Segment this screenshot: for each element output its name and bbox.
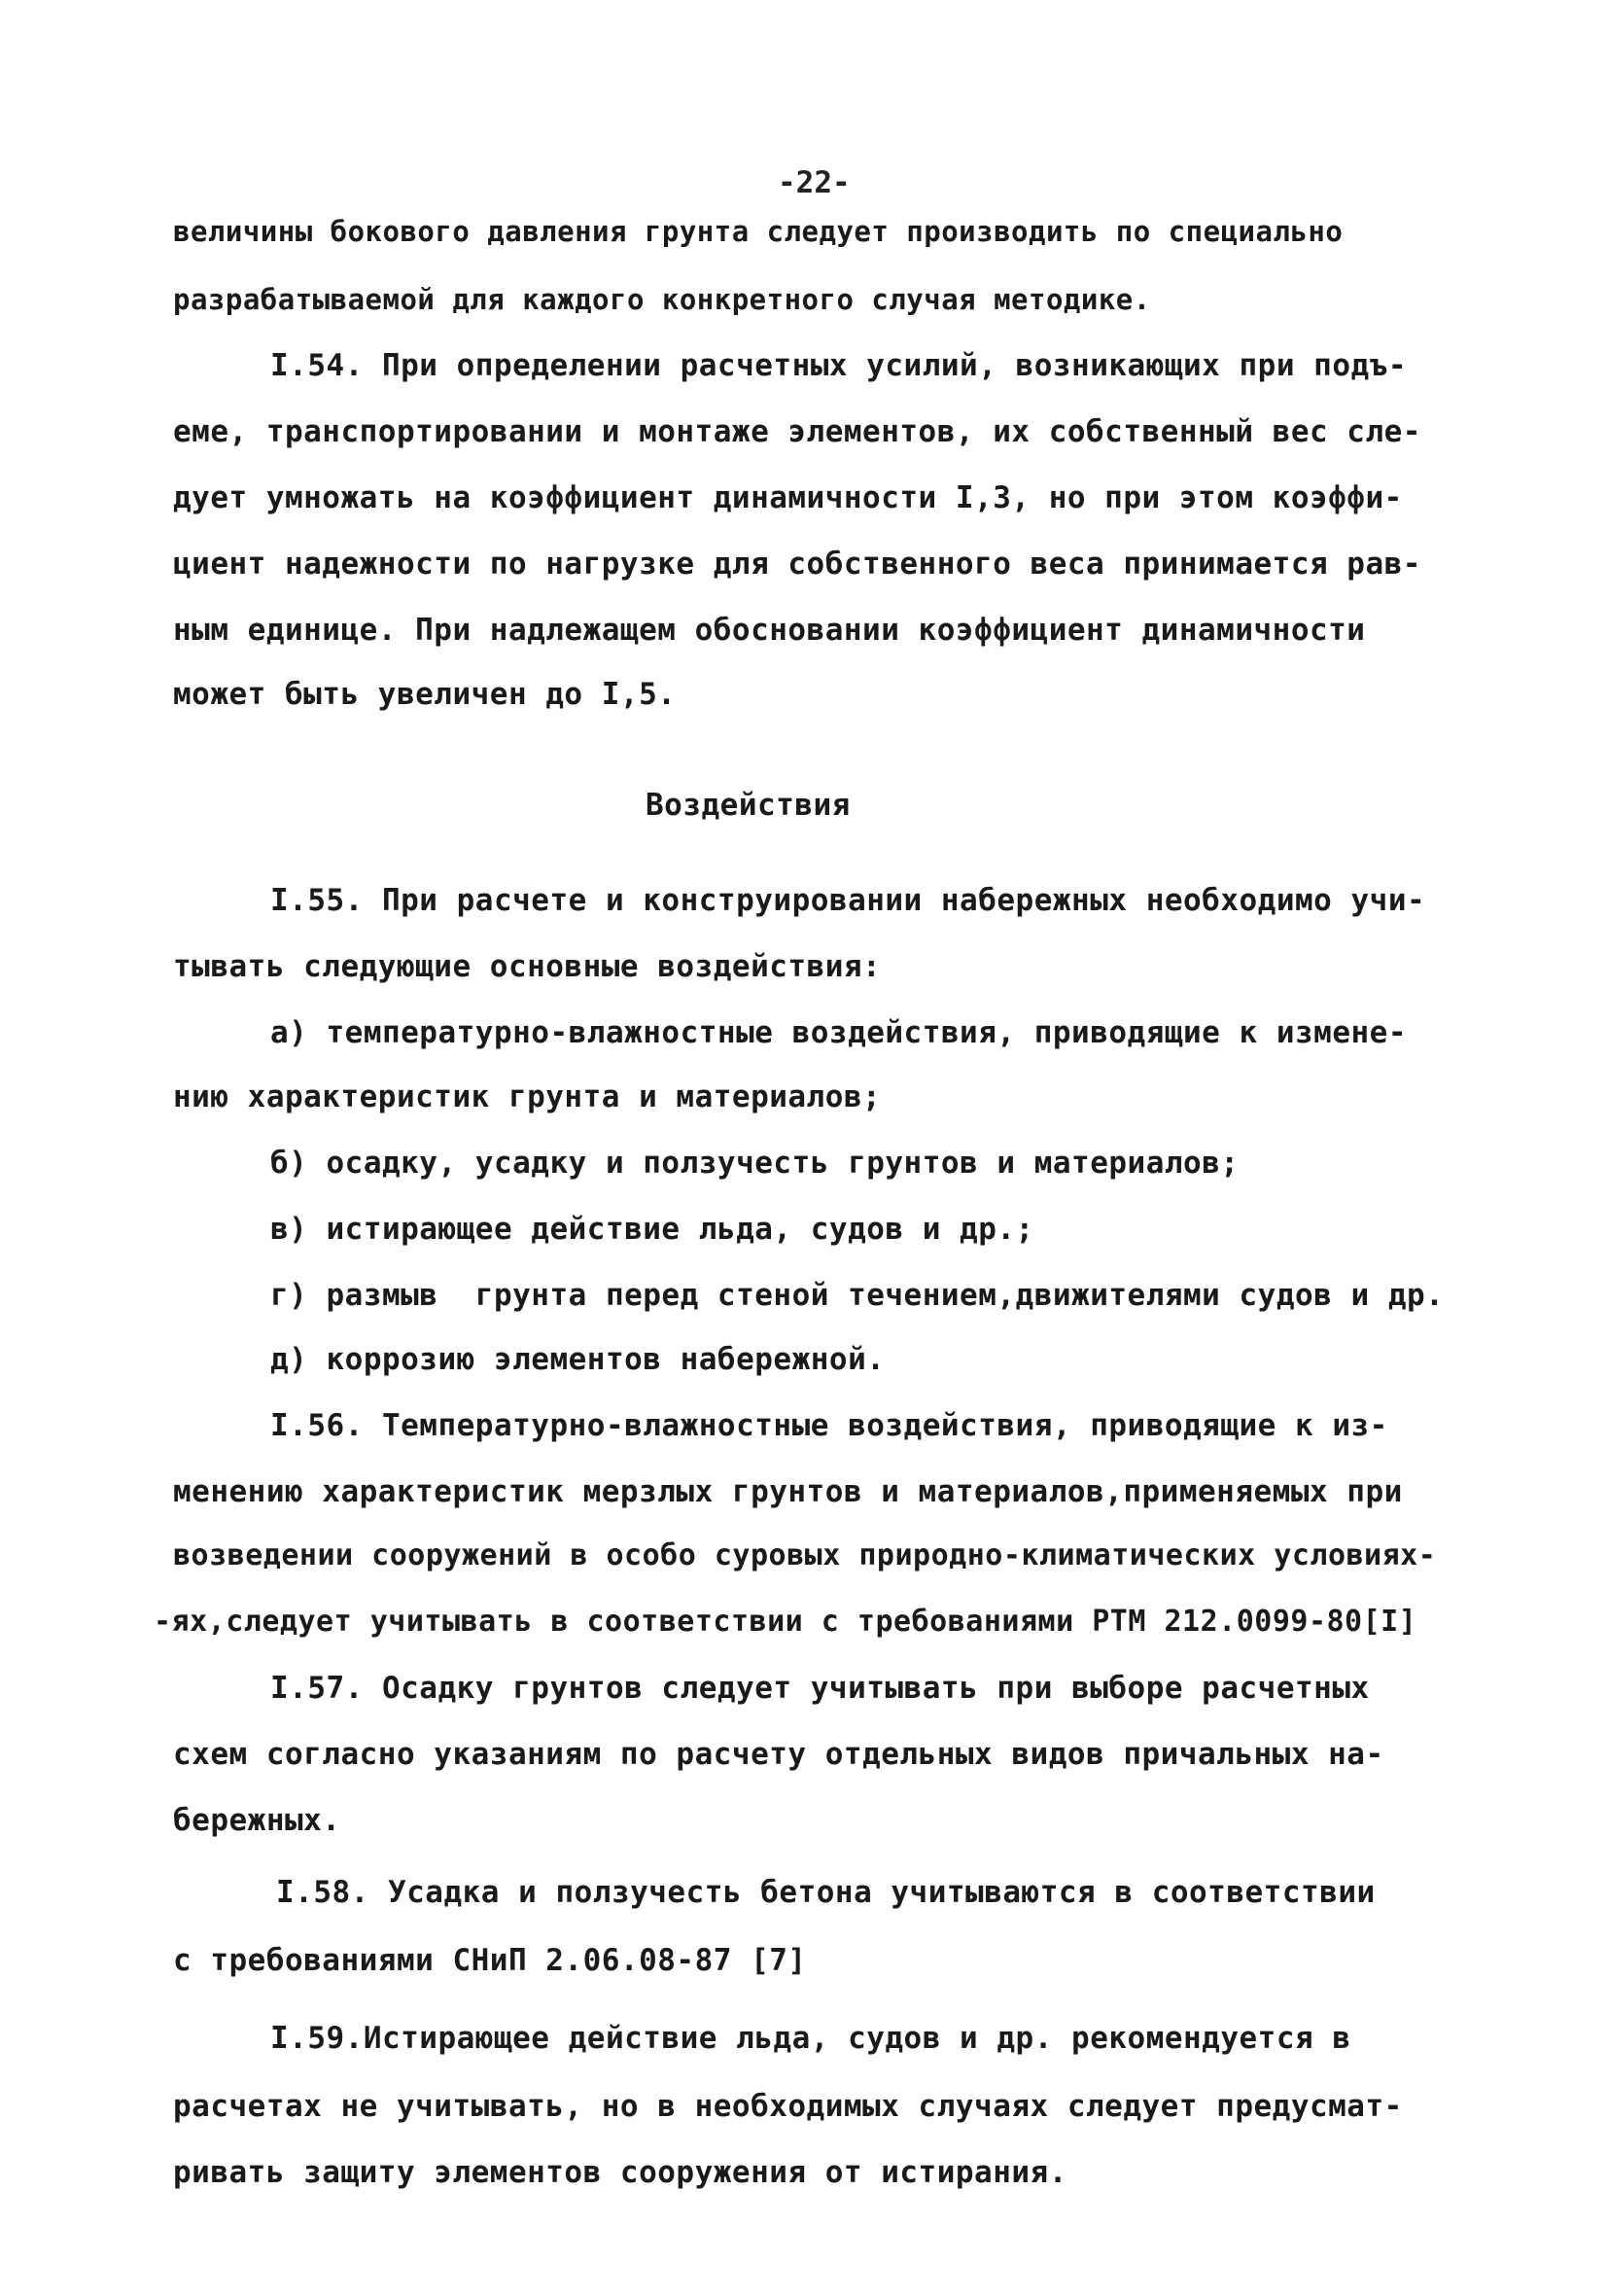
text-line: ривать защиту элементов сооружения от истирания.	[173, 2155, 1067, 2190]
text-line: -ях,следует учитывать в соответствии с требованиями РТМ 212.0099-80[I]	[154, 1605, 1417, 1639]
text-line: тывать следующие основные воздействия:	[173, 949, 882, 984]
section-heading: Воздействия	[646, 788, 851, 823]
text-line: еме, транспортировании и монтаже элементов, их собственный вес сле-	[173, 414, 1421, 449]
text-line: б) осадку, усадку и ползучесть грунтов и материалов;	[270, 1146, 1240, 1181]
text-line: бережных.	[173, 1803, 341, 1838]
text-line: расчетах не учитывать, но в необходимых случаях следует предусмат-	[173, 2089, 1403, 2124]
text-line: нию характеристик грунта и материалов;	[173, 1079, 882, 1114]
text-line: циент надежности по нагрузке для собственного веса принимается рав-	[173, 547, 1421, 582]
text-line: I.57. Осадку грунтов следует учитывать при выборе расчетных	[270, 1671, 1370, 1706]
text-line: в) истирающее действие льда, судов и др.;	[270, 1212, 1034, 1247]
page-number: -22-	[778, 165, 851, 200]
text-line: I.55. При расчете и конструировании набережных необходимо учи-	[270, 883, 1426, 918]
text-line: может быть увеличен до I,5.	[173, 677, 677, 712]
text-line: I.54. При определении расчетных усилий, возникающих при подъ-	[270, 348, 1407, 383]
text-line: I.59.Истирающее действие льда, судов и др. рекомендуется в	[270, 2021, 1351, 2056]
text-line: д) коррозию элементов набережной.	[270, 1342, 886, 1377]
text-line: величины бокового давления грунта следует производить по специально	[173, 215, 1344, 248]
text-line: ным единице. При надлежащем обосновании коэффициент динамичности	[173, 613, 1366, 648]
text-line: схем согласно указаниям по расчету отдельных видов причальных на-	[173, 1737, 1384, 1772]
text-line: разрабатываемой для каждого конкретного случая методике.	[173, 283, 1151, 316]
text-line: I.58. Усадка и ползучесть бетона учитываются в соответствии	[276, 1875, 1376, 1910]
text-line: I.56. Температурно-влажностные воздействия, приводящие к из-	[270, 1408, 1388, 1443]
text-line: дует умножать на коэффициент динамичности I,3, но при этом коэффи-	[173, 480, 1403, 515]
text-line: г) размыв грунта перед стеной течением,движителями судов и др.	[270, 1278, 1445, 1313]
text-line: с требованиями СНиП 2.06.08-87 [7]	[173, 1943, 807, 1978]
text-line: а) температурно-влажностные воздействия, приводящие к измене-	[270, 1015, 1407, 1050]
text-line: возведении сооружений в особо суровых природно-климатических условиях-	[173, 1538, 1437, 1572]
text-line: менению характеристик мерзлых грунтов и материалов,применяемых при	[173, 1474, 1403, 1509]
